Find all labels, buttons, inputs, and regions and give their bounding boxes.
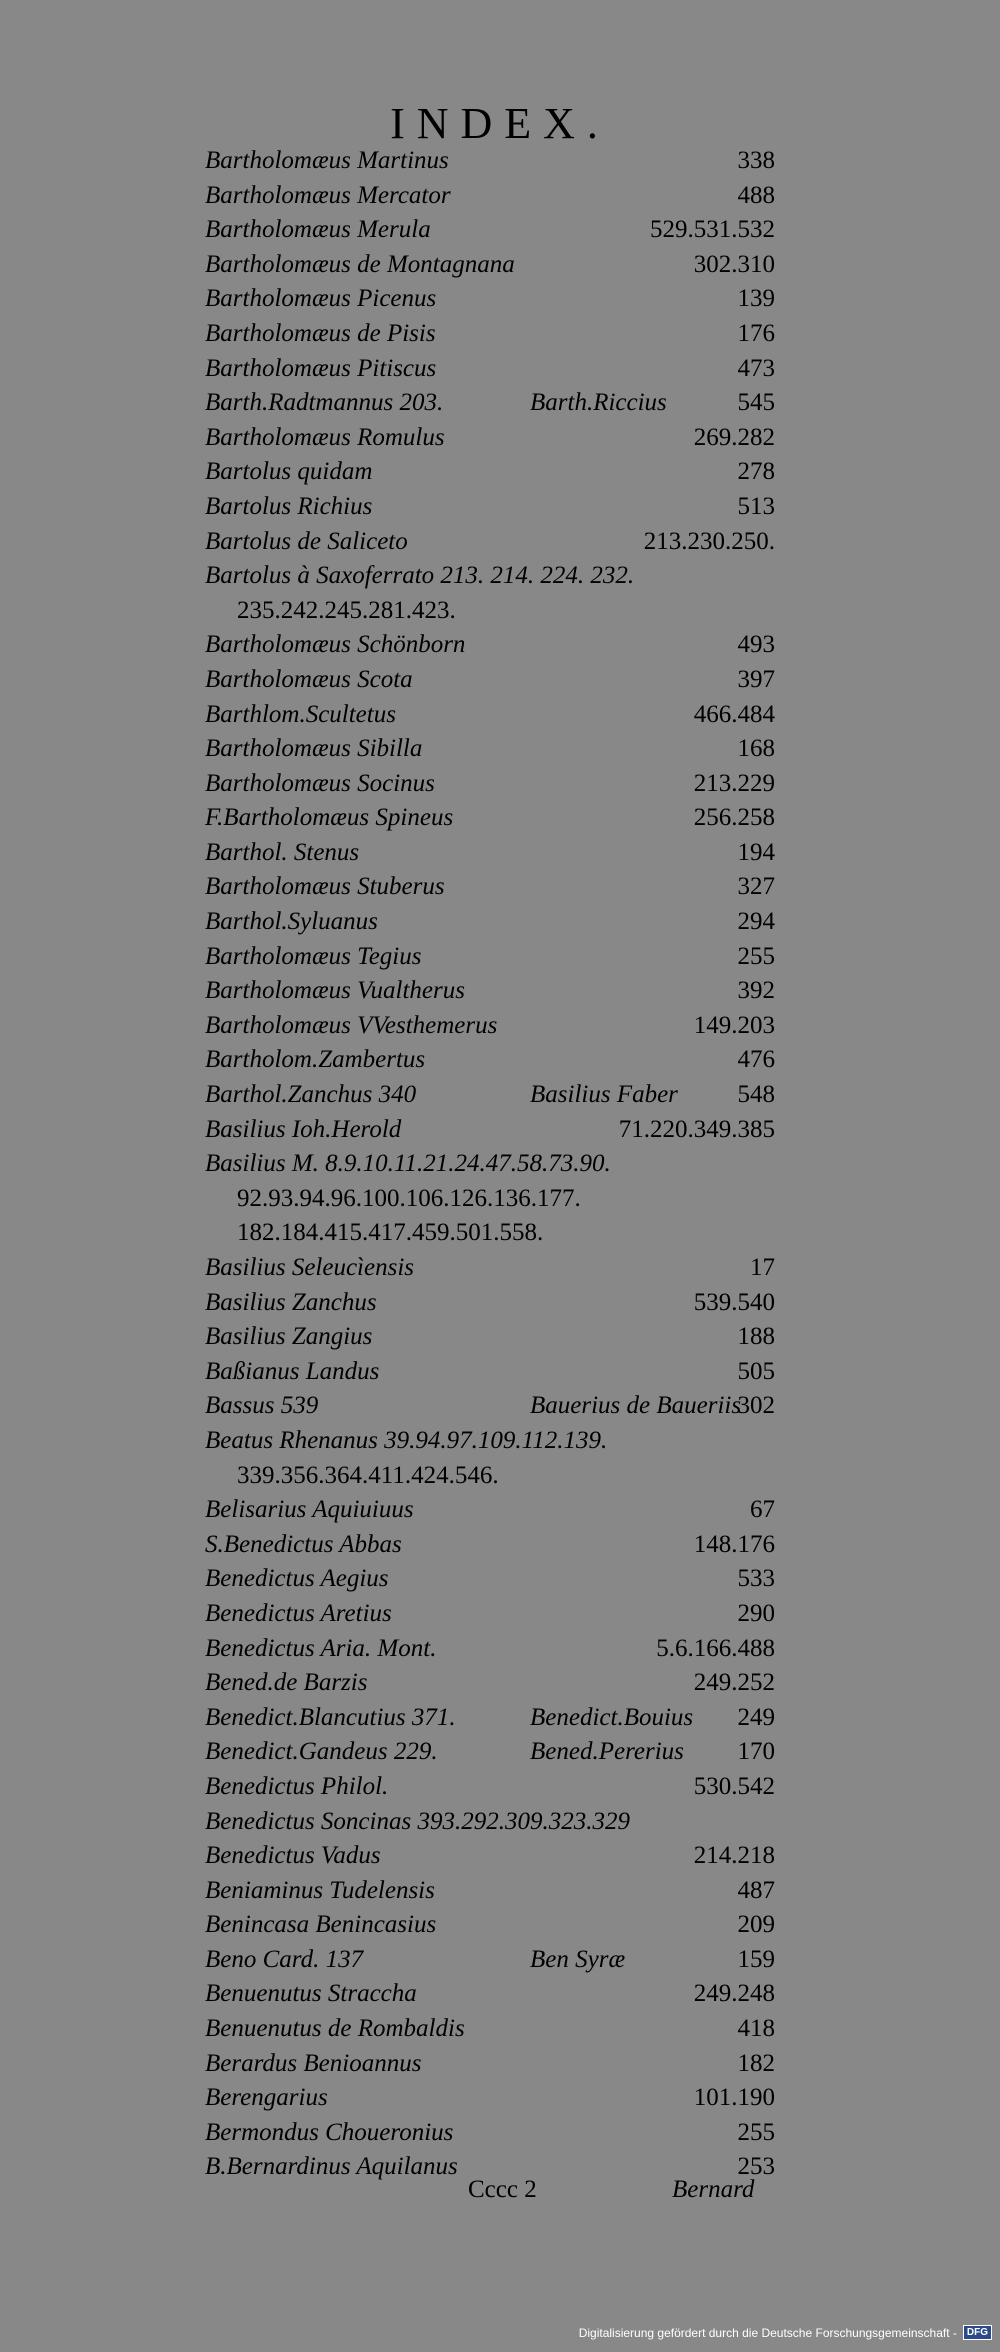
entry-name: Barthol.Syluanus (205, 908, 378, 936)
index-entry (205, 1701, 775, 1736)
entry-pages: 533 (737, 1565, 775, 1593)
entry-pages: 548 (737, 1081, 775, 1109)
entry-name: Bartolus de Saliceto (205, 527, 408, 555)
entry-name: Benedictus Vadus (205, 1842, 381, 1870)
entry-name: S.Benedictus Abbas (205, 1530, 402, 1558)
index-entry (205, 628, 775, 663)
entry-name: Benedictus Aegius (205, 1565, 389, 1593)
entry-pages: 513 (737, 492, 775, 520)
index-entry (205, 144, 775, 179)
entry-pages: 139 (737, 285, 775, 313)
entry-name: Bartholomæus Schönborn (205, 631, 466, 659)
index-entry (205, 836, 775, 871)
index-entry (205, 1009, 775, 1044)
index-entry (205, 1286, 775, 1321)
entry-name: Basilius M. 8.9.10.11.21.24.47.58.73.90. (205, 1150, 611, 1178)
index-entry (205, 352, 775, 387)
entry-pages: 213.229 (693, 769, 775, 797)
entry-pages: 148.176 (693, 1530, 775, 1558)
entry-name: Berengarius (205, 2084, 328, 2112)
entry-name: Bartholomæus de Montagnana (205, 250, 515, 278)
entry-name: Barthol. Stenus (205, 838, 360, 866)
entry-pages: 269.282 (693, 423, 775, 451)
entry-second-name: Bauerius de Baueriis (530, 1392, 742, 1420)
index-entry (205, 1735, 775, 1770)
index-entry (205, 525, 775, 560)
entry-pages: 209 (737, 1911, 775, 1939)
entry-pages: 505 (737, 1357, 775, 1385)
entry-name: Basilius Zanchus (205, 1288, 377, 1316)
entry-pages: 488 (737, 181, 775, 209)
entry-pages: 476 (737, 1046, 775, 1074)
entry-name: Bartholomæus Romulus (205, 423, 445, 451)
entry-name: Bartholomæus Socinus (205, 769, 435, 797)
index-entry (205, 2047, 775, 2082)
entry-name: Barth.Radtmannus 203. (205, 389, 444, 417)
index-entry (205, 1251, 775, 1286)
index-entry (205, 1355, 775, 1390)
entry-name: Beno Card. 137 (205, 1945, 364, 1973)
entry-pages: 290 (737, 1599, 775, 1627)
entry-second-name: Ben Syræ (530, 1945, 626, 1973)
index-entry (205, 386, 775, 421)
entry-name: F.Bartholomæus Spineus (205, 804, 454, 832)
entry-name: Benedictus Aretius (205, 1599, 392, 1627)
entry-second-name: Basilius Faber (530, 1081, 678, 1109)
index-entry (205, 905, 775, 940)
entry-pages: 338 (737, 147, 775, 174)
index-entry (205, 974, 775, 1009)
entry-name: Benuenutus de Rombaldis (205, 2015, 465, 2043)
entry-name: Baßianus Landus (205, 1357, 380, 1385)
entry-name: Benincasa Benincasius (205, 1911, 437, 1939)
index-entry (205, 698, 775, 733)
entry-pages: 392 (737, 977, 775, 1005)
entry-pages: 194 (737, 838, 775, 866)
entry-name: Benedict.Blancutius 371. (205, 1703, 456, 1731)
index-entry (205, 870, 775, 905)
catchword: Bernard (672, 2176, 755, 2203)
entry-pages: 255 (737, 2118, 775, 2146)
index-entry (205, 1632, 775, 1667)
entry-pages: 168 (737, 735, 775, 763)
index-entry (205, 455, 775, 490)
index-entry (205, 1528, 775, 1563)
index-entry (205, 2081, 775, 2116)
entry-pages: 71.220.349.385 (618, 1115, 775, 1143)
index-entry (205, 1493, 775, 1528)
entry-second-name: Benedict.Bouius (530, 1703, 694, 1731)
entry-pages: 473 (737, 354, 775, 382)
entry-name: Bartholom.Zambertus (205, 1046, 426, 1074)
index-entry (205, 2012, 775, 2047)
entry-pages: 487 (737, 1876, 775, 1904)
entry-name: Bartholomæus Stuberus (205, 873, 445, 901)
entry-pages: 214.218 (693, 1842, 775, 1870)
entry-pages: 249.248 (693, 1980, 775, 2008)
index-entry (205, 1908, 775, 1943)
entry-pages: 67 (750, 1496, 775, 1524)
index-entry (205, 1666, 775, 1701)
entry-pages: 256.258 (693, 804, 775, 832)
entry-pages: 182 (737, 2049, 775, 2077)
index-entry (205, 1977, 775, 2012)
entry-name: Bartholomæus Martinus (205, 147, 449, 174)
index-entry (205, 1805, 775, 1840)
entry-name: Bened.de Barzis (205, 1669, 368, 1697)
index-entry (205, 1770, 775, 1805)
entry-name: Berardus Benioannus (205, 2049, 422, 2077)
entry-name: Bartholomæus de Pisis (205, 319, 436, 347)
entry-name: Bartholomæus Sibilla (205, 735, 423, 763)
index-entry (205, 732, 775, 767)
entry-name: Benedictus Soncinas 393.292.309.323.329 (205, 1807, 630, 1835)
entry-pages: 5.6.166.488 (656, 1634, 775, 1662)
credit-text: Digitalisierung gefördert durch die Deutsche Forschungsgemeinschaft - (578, 2325, 957, 2340)
index-entry (205, 1562, 775, 1597)
entry-pages: 302 (737, 1392, 775, 1420)
entry-name: Beniaminus Tudelensis (205, 1876, 435, 1904)
index-entry (205, 1320, 775, 1355)
entry-name: Benuenutus Stracchа (205, 1980, 417, 2008)
index-entry (205, 801, 775, 836)
index-entry (205, 1874, 775, 1909)
entry-name: Basilius Zangius (205, 1323, 373, 1351)
index-entry (205, 1597, 775, 1632)
index-entry (205, 1182, 775, 1217)
signature-mark: Cccc 2 (468, 2176, 537, 2203)
index-entry (205, 1216, 775, 1251)
entry-pages: 466.484 (693, 700, 775, 728)
entry-name: Bartholomæus Vualtherus (205, 977, 465, 1005)
entry-pages: 101.190 (693, 2084, 775, 2112)
entry-name: Barthlom.Scultetus (205, 700, 396, 728)
entry-name: Basilius Seleucìensis (205, 1254, 414, 1281)
index-entry (205, 317, 775, 352)
entry-name: Bartholomæus Mercator (205, 181, 451, 209)
index-entry (205, 1459, 775, 1494)
entry-name: 235.242.245.281.423. (237, 596, 456, 624)
entry-name: Bartholomæus Scota (205, 665, 413, 693)
entry-pages: 253 (737, 2153, 775, 2181)
index-entry (205, 1839, 775, 1874)
entry-pages: 418 (737, 2015, 775, 2043)
entry-second-name: Bened.Pererius (530, 1738, 684, 1766)
index-entry-list (205, 144, 775, 2185)
entry-name: Barthol.Zanchus 340 (205, 1081, 417, 1109)
digitization-credit (579, 2325, 992, 2340)
entry-name: Bartholomæus Picenus (205, 285, 437, 313)
entry-name: Bartolus à Saxoferrato 213. 214. 224. 232. (205, 562, 635, 590)
entry-name: Basilius Ioh.Herold (205, 1115, 402, 1143)
entry-pages: 327 (737, 873, 775, 901)
entry-name: 92.93.94.96.100.106.126.136.177. (237, 1184, 581, 1212)
index-entry (205, 1147, 775, 1182)
entry-pages: 213.230.250. (643, 527, 775, 555)
entry-name: Bartholomæus VVesthemerus (205, 1011, 498, 1039)
entry-pages: 545 (737, 389, 775, 417)
entry-name: Bartholomæus Tegius (205, 942, 422, 970)
entry-pages: 278 (737, 458, 775, 486)
entry-pages: 176 (737, 319, 775, 347)
entry-pages: 17 (750, 1254, 775, 1281)
index-entry (205, 282, 775, 317)
entry-name: Beatus Rhenanus 39.94.97.109.112.139. (205, 1426, 608, 1454)
entry-pages: 397 (737, 665, 775, 693)
entry-name: Benedictus Philol. (205, 1772, 389, 1800)
dfg-logo-icon: DFG (963, 2325, 992, 2340)
entry-pages: 159 (737, 1945, 775, 1973)
index-entry (205, 1113, 775, 1148)
entry-pages: 493 (737, 631, 775, 659)
index-entry (205, 767, 775, 802)
index-entry (205, 179, 775, 214)
entry-second-name: Barth.Riccius (530, 389, 667, 417)
entry-pages: 530.542 (693, 1772, 775, 1800)
index-entry (205, 663, 775, 698)
entry-name: Benedict.Gandeus 229. (205, 1738, 438, 1766)
entry-name: 339.356.364.411.424.546. (237, 1461, 499, 1489)
entry-name: 182.184.415.417.459.501.558. (237, 1219, 544, 1247)
entry-pages: 302.310 (693, 250, 775, 278)
entry-pages: 188 (737, 1323, 775, 1351)
index-entry (205, 1043, 775, 1078)
entry-name: Bartolus quidam (205, 458, 373, 486)
index-entry (205, 248, 775, 283)
index-entry (205, 559, 775, 594)
index-entry (205, 1943, 775, 1978)
index-entry (205, 490, 775, 525)
entry-name: Benedictus Aria. Mont. (205, 1634, 437, 1662)
page-footer (0, 2176, 1000, 2216)
entry-pages: 294 (737, 908, 775, 936)
entry-pages: 149.203 (693, 1011, 775, 1039)
page-heading: INDEX. (390, 99, 610, 148)
entry-pages: 249 (737, 1703, 775, 1731)
index-entry (205, 213, 775, 248)
index-entry (205, 1424, 775, 1459)
entry-name: Bartholomæus Merula (205, 216, 431, 244)
entry-pages: 255 (737, 942, 775, 970)
index-entry (205, 940, 775, 975)
index-entry (205, 1389, 775, 1424)
entry-pages: 529.531.532 (650, 216, 775, 244)
index-entry (205, 1078, 775, 1113)
entry-pages: 249.252 (693, 1669, 775, 1697)
entry-name: Belisarius Aquiuiuus (205, 1496, 414, 1524)
entry-name: B.Bernardinus Aquilanus (205, 2153, 458, 2181)
index-entry (205, 594, 775, 629)
index-entry (205, 421, 775, 456)
entry-pages: 539.540 (693, 1288, 775, 1316)
entry-name: Bartolus Richius (205, 492, 373, 520)
entry-name: Bassus 539 (205, 1392, 319, 1420)
entry-name: Bartholomæus Pitiscus (205, 354, 437, 382)
index-entry (205, 2116, 775, 2151)
entry-name: Bermondus Choueronius (205, 2118, 454, 2146)
entry-pages: 170 (737, 1738, 775, 1766)
